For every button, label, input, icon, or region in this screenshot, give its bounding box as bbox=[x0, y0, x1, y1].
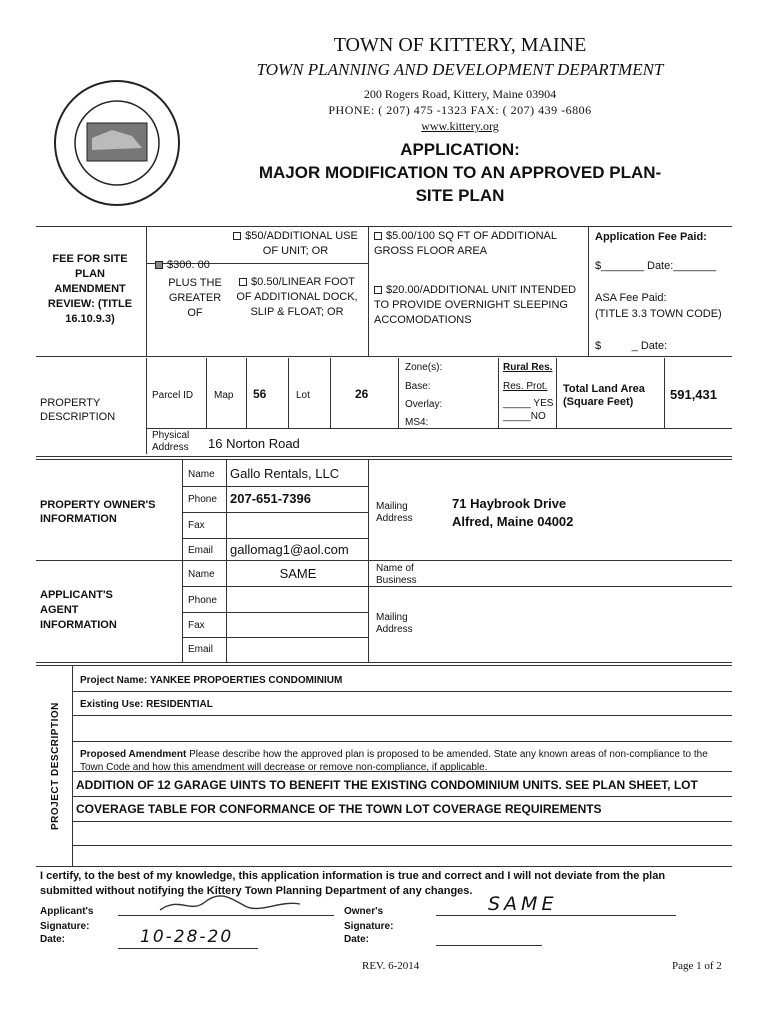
property-description-label: PROPERTY DESCRIPTION bbox=[40, 397, 116, 423]
department-name: TOWN PLANNING AND DEVELOPMENT DEPARTMENT bbox=[256, 60, 664, 79]
project-description-side-label: PROJECT DESCRIPTION bbox=[50, 702, 61, 830]
asa-fee-reference: (TITLE 3.3 TOWN CODE) bbox=[595, 308, 722, 320]
department-website[interactable]: www.kittery.org bbox=[421, 119, 499, 133]
total-land-area-value[interactable]: 591,431 bbox=[670, 387, 717, 402]
base-fee-value: $300. 00 bbox=[167, 259, 210, 271]
applicant-date-label: Date: bbox=[40, 934, 66, 945]
agent-mailing-address-label: Mailing Address bbox=[376, 612, 413, 635]
res-prot-label: Res. Prot. bbox=[503, 381, 548, 392]
physical-address-label: Physical Address bbox=[152, 430, 190, 453]
lot-value[interactable]: 26 bbox=[355, 387, 369, 401]
overlay-zone-label: Overlay: bbox=[405, 399, 443, 410]
proposed-amendment-text: Please describe how the approved plan is proposed to be amended. State any known areas of non-compliance to the Town Code and how this amendment will decrease or remove non-compliance, if applicable. bbox=[80, 749, 708, 773]
fee-option-use-unit[interactable]: $50/ADDITIONAL USE OF UNIT; OR bbox=[228, 229, 363, 259]
owner-fax-label: Fax bbox=[188, 520, 205, 531]
owner-signature-value[interactable]: SAME bbox=[488, 893, 558, 915]
owner-signature-label: Owner's Signature: bbox=[344, 906, 394, 932]
application-subtitle-2: SITE PLAN bbox=[415, 186, 505, 205]
svg-text:TOWN SEAL: TOWN SEAL bbox=[102, 166, 132, 172]
fee-plus-text: PLUS THE GREATER OF bbox=[168, 277, 222, 319]
owner-date-label: Date: bbox=[344, 934, 370, 945]
owner-name-value[interactable]: Gallo Rentals, LLC bbox=[230, 466, 340, 481]
owner-email-label: Email bbox=[188, 545, 214, 556]
rural-res-label: Rural Res. bbox=[503, 362, 553, 373]
base-fee-option[interactable] bbox=[155, 259, 235, 271]
applicant-signature-label: Applicant's Signature: bbox=[40, 906, 94, 932]
application-subtitle: MAJOR MODIFICATION TO AN APPROVED PLAN- bbox=[258, 163, 662, 182]
owner-mailing-address-label: Mailing Address bbox=[376, 501, 413, 524]
proposed-amendment-label: Proposed Amendment bbox=[80, 749, 187, 760]
applicant-signature[interactable] bbox=[150, 892, 310, 916]
project-name-line[interactable]: Project Name: YANKEE PROPOERTIES CONDOMINIUM bbox=[80, 675, 343, 686]
fee-option-dock[interactable]: $0.50/LINEAR FOOT OF ADDITIONAL DOCK, SLIP & FLOAT; OR bbox=[236, 276, 358, 318]
application-title: APPLICATION: bbox=[400, 140, 520, 159]
owner-email-value[interactable]: gallomag1@aol.com bbox=[230, 542, 349, 557]
fee-option-overnight[interactable]: $20.00/ADDITIONAL UNIT INTENDED TO PROVIDE OVERNIGHT SLEEPING ACCOMODATIONS bbox=[374, 284, 577, 326]
zones-label: Zone(s): bbox=[405, 362, 443, 373]
agent-business-label: Name of Business bbox=[376, 563, 417, 586]
application-fee-line[interactable]: $_______ Date:_______ bbox=[595, 260, 717, 272]
owner-phone-value[interactable]: 207-651-7396 bbox=[230, 491, 311, 506]
proposed-amendment-instructions bbox=[80, 748, 720, 774]
owner-mailing-line-2[interactable]: Alfred, Maine 04002 bbox=[452, 514, 574, 529]
map-label: Map bbox=[214, 390, 234, 401]
physical-address-value[interactable]: 16 Norton Road bbox=[208, 436, 300, 451]
agent-phone-label: Phone bbox=[188, 595, 217, 606]
owner-phone-label: Phone bbox=[188, 494, 217, 505]
agent-email-label: Email bbox=[188, 644, 214, 655]
base-zone-label: Base: bbox=[405, 381, 431, 392]
agent-name-value[interactable]: SAME bbox=[279, 566, 317, 581]
parcel-id-label: Parcel ID bbox=[152, 390, 194, 401]
amendment-description-line-1[interactable]: ADDITION OF 12 GARAGE UINTS TO BENEFIT THE EXISTING CONDOMINIUM UNITS. SEE PLAN SHEET, LOT bbox=[76, 778, 698, 792]
no-option[interactable]: _____NO bbox=[503, 411, 546, 422]
fee-option-floor-area[interactable]: $5.00/100 SQ FT OF ADDITIONAL GROSS FLOOR AREA bbox=[374, 230, 557, 257]
application-fee-paid-label: Application Fee Paid: bbox=[595, 231, 707, 243]
owner-name-label: Name bbox=[188, 469, 215, 480]
applicant-date-value[interactable]: 10-28-20 bbox=[140, 927, 234, 947]
yes-option[interactable]: _____ YES bbox=[503, 398, 554, 409]
amendment-description-line-2[interactable]: COVERAGE TABLE FOR CONFORMANCE OF THE TOWN LOT COVERAGE REQUIREMENTS bbox=[76, 802, 602, 816]
fee-label: FEE FOR SITE PLAN AMENDMENT REVIEW: (TITLE 16.10.9.3) bbox=[47, 253, 133, 325]
lot-label: Lot bbox=[296, 390, 310, 401]
page-number: Page 1 of 2 bbox=[672, 960, 722, 972]
town-name: TOWN OF KITTERY, MAINE bbox=[333, 34, 587, 56]
total-land-area-label: Total Land Area (Square Feet) bbox=[563, 383, 645, 408]
asa-fee-paid-label: ASA Fee Paid: bbox=[595, 292, 667, 304]
asa-fee-line[interactable]: $ _ Date: bbox=[595, 340, 668, 352]
department-phone-fax: PHONE: ( 207) 475 -1323 FAX: ( 207) 439 -6806 bbox=[328, 103, 592, 117]
owner-mailing-line-1[interactable]: 71 Haybrook Drive bbox=[452, 496, 567, 511]
ms4-label: MS4: bbox=[405, 417, 429, 428]
revision-date: REV. 6-2014 bbox=[362, 960, 420, 972]
property-owner-label: PROPERTY OWNER'S INFORMATION bbox=[40, 499, 156, 525]
existing-use-line[interactable]: Existing Use: RESIDENTIAL bbox=[80, 699, 213, 710]
agent-fax-label: Fax bbox=[188, 620, 205, 631]
applicant-agent-label: APPLICANT'S AGENT INFORMATION bbox=[40, 589, 117, 631]
map-value[interactable]: 56 bbox=[253, 387, 267, 401]
department-address: 200 Rogers Road, Kittery, Maine 03904 bbox=[363, 87, 557, 101]
certification-text: I certify, to the best of my knowledge, this application information is true and correct and I will not deviate from the plan submitted without notifying the Kittery Town Planning Department of any changes. bbox=[40, 870, 666, 897]
agent-name-label: Name bbox=[188, 569, 215, 580]
